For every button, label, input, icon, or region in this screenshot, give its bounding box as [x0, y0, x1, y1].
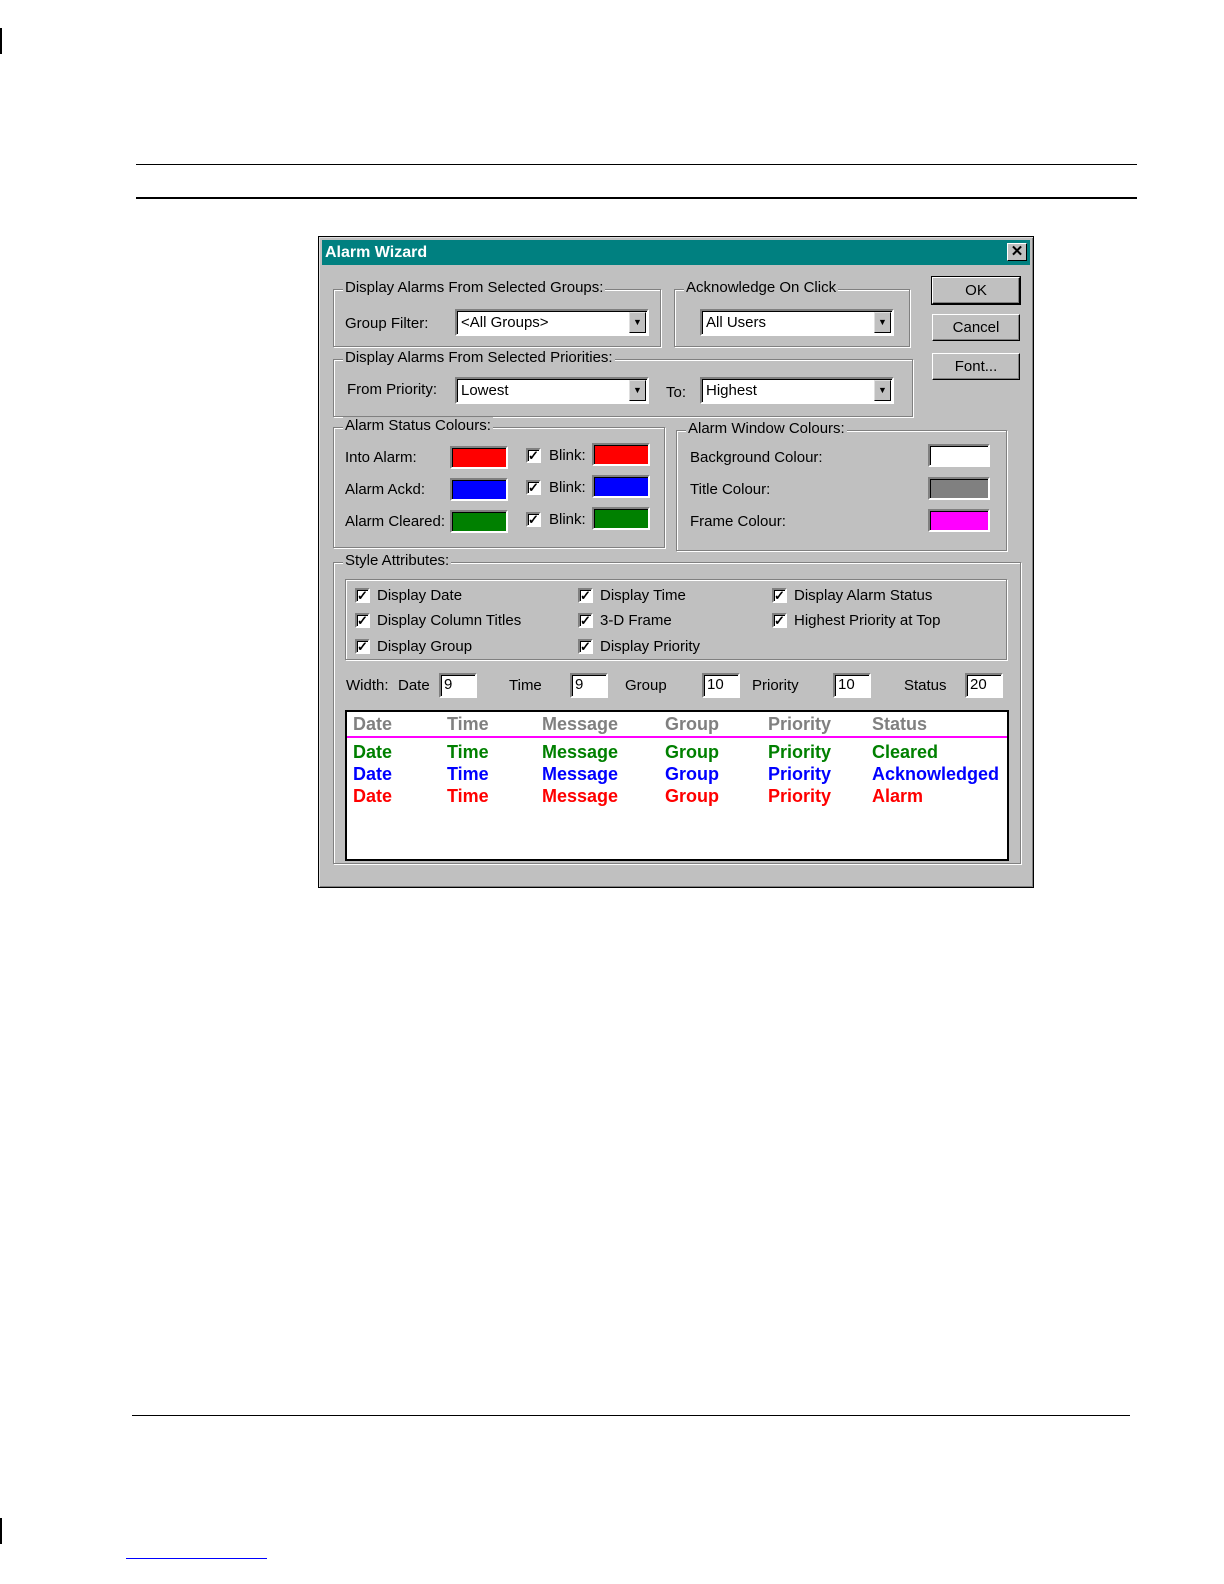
ack-on-click-value: All Users — [706, 314, 767, 331]
blink-label: Blink: — [549, 479, 586, 496]
alarm-cleared-colour-swatch[interactable] — [450, 510, 508, 533]
highest-priority-at-top-label: Highest Priority at Top — [794, 612, 941, 629]
page-edge-mark-bottom — [0, 1518, 2, 1544]
preview-header-priority: Priority — [768, 714, 832, 734]
preview-row-cleared-status: Cleared — [872, 742, 939, 762]
preview-row-ack-status: Acknowledged — [872, 764, 1000, 784]
groups-frame — [333, 279, 661, 347]
into-alarm-colour-swatch[interactable] — [450, 446, 508, 469]
blink-label: Blink: — [549, 511, 586, 528]
display-group-checkbox[interactable]: ✓ — [355, 639, 370, 654]
page-edge-mark-top — [0, 28, 2, 54]
priorities-legend: Display Alarms From Selected Priorities: — [345, 349, 613, 366]
preview-header-date: Date — [353, 714, 393, 734]
width-priority-input[interactable]: 10 — [833, 673, 871, 698]
groups-legend: Display Alarms From Selected Groups: — [345, 279, 604, 296]
title-colour-label: Title Colour: — [690, 481, 771, 498]
ack-on-click-select[interactable] — [700, 309, 894, 336]
width-status-input[interactable]: 20 — [965, 673, 1003, 698]
preview-row-ack-group: Group — [665, 764, 719, 784]
preview-header-group: Group — [665, 714, 719, 734]
alarm-ackd-blink-colour-swatch[interactable] — [592, 475, 650, 498]
alarm-ackd-label: Alarm Ackd: — [345, 481, 426, 498]
alarm-cleared-blink-checkbox[interactable]: ✓ — [526, 512, 541, 527]
width-date-label: Date — [398, 677, 430, 694]
width-priority-label: Priority — [752, 677, 799, 694]
width-label: Width: — [346, 677, 389, 694]
from-priority-label: From Priority: — [347, 381, 437, 398]
display-alarm-status-label: Display Alarm Status — [794, 587, 933, 604]
3d-frame-checkbox[interactable]: ✓ — [578, 613, 593, 628]
display-column-titles-label: Display Column Titles — [377, 612, 522, 629]
preview-header-time: Time — [447, 714, 489, 734]
dialog-title: Alarm Wizard — [325, 244, 428, 261]
preview-row-alarm-date: Date — [353, 786, 393, 806]
to-priority-value: Highest — [706, 382, 757, 399]
into-alarm-blink-checkbox[interactable]: ✓ — [526, 448, 541, 463]
group-filter-label: Group Filter: — [345, 315, 429, 332]
preview-row-cleared-priority: Priority — [768, 742, 832, 762]
display-date-checkbox[interactable]: ✓ — [355, 588, 370, 603]
chevron-down-icon[interactable]: ▼ — [629, 312, 646, 333]
chevron-down-icon[interactable]: ▼ — [874, 312, 891, 333]
into-alarm-blink-colour-swatch[interactable] — [592, 443, 650, 466]
from-priority-value: Lowest — [461, 382, 509, 399]
preview-row-ack-message: Message — [542, 764, 619, 784]
preview-title-separator — [347, 736, 1007, 738]
title-colour-swatch[interactable] — [928, 477, 990, 500]
width-date-input[interactable]: 9 — [439, 673, 477, 698]
width-group-label: Group — [625, 677, 667, 694]
preview-header-message: Message — [542, 714, 619, 734]
display-column-titles-checkbox[interactable]: ✓ — [355, 613, 370, 628]
window-colours-legend: Alarm Window Colours: — [688, 420, 845, 437]
alarm-ackd-colour-swatch[interactable] — [450, 478, 508, 501]
preview-row-cleared-message: Message — [542, 742, 619, 762]
ok-button[interactable]: OK — [932, 277, 1020, 304]
background-colour-swatch[interactable] — [928, 444, 990, 467]
alarm-preview-panel — [345, 710, 1009, 861]
from-priority-select[interactable] — [455, 377, 649, 404]
display-priority-checkbox[interactable]: ✓ — [578, 639, 593, 654]
blink-label: Blink: — [549, 447, 586, 464]
preview-row-alarm-time: Time — [447, 786, 489, 806]
cancel-button[interactable]: Cancel — [932, 314, 1020, 341]
ack-legend: Acknowledge On Click — [686, 279, 837, 296]
width-time-input[interactable]: 9 — [570, 673, 608, 698]
status-colours-frame — [333, 417, 665, 548]
alarm-cleared-label: Alarm Cleared: — [345, 513, 446, 530]
frame-colour-label: Frame Colour: — [690, 513, 786, 530]
width-time-label: Time — [509, 677, 542, 694]
preview-row-alarm-message: Message — [542, 786, 619, 806]
display-date-label: Display Date — [377, 587, 463, 604]
alarm-wizard-dialog — [318, 236, 1034, 888]
preview-header-status: Status — [872, 714, 928, 734]
group-filter-select[interactable] — [455, 309, 649, 336]
style-attributes-legend: Style Attributes: — [345, 552, 450, 569]
display-priority-label: Display Priority — [600, 638, 701, 655]
3d-frame-label: 3-D Frame — [600, 612, 672, 629]
header-rule-thin — [136, 164, 1137, 165]
chevron-down-icon[interactable]: ▼ — [629, 380, 646, 401]
display-time-checkbox[interactable]: ✓ — [578, 588, 593, 603]
font-button[interactable]: Font... — [932, 353, 1020, 380]
highest-priority-at-top-checkbox[interactable]: ✓ — [772, 613, 787, 628]
window-colours-frame — [676, 420, 1007, 551]
preview-row-alarm-status: Alarm — [872, 786, 924, 806]
alarm-ackd-blink-checkbox[interactable]: ✓ — [526, 480, 541, 495]
group-filter-value: <All Groups> — [461, 314, 549, 331]
chevron-down-icon[interactable]: ▼ — [874, 380, 891, 401]
preview-row-cleared-date: Date — [353, 742, 393, 762]
preview-row-ack-time: Time — [447, 764, 489, 784]
display-alarm-status-checkbox[interactable]: ✓ — [772, 588, 787, 603]
alarm-cleared-blink-colour-swatch[interactable] — [592, 507, 650, 530]
preview-row-cleared-time: Time — [447, 742, 489, 762]
dialog-titlebar — [322, 240, 1030, 265]
style-options-panel — [345, 579, 1007, 660]
to-priority-label: To: — [666, 384, 687, 401]
preview-row-cleared-group: Group — [665, 742, 719, 762]
into-alarm-label: Into Alarm: — [345, 449, 417, 466]
header-rule-thick — [136, 197, 1137, 199]
close-icon[interactable]: ✕ — [1007, 243, 1027, 261]
preview-row-alarm-priority: Priority — [768, 786, 832, 806]
status-colours-legend: Alarm Status Colours: — [345, 417, 491, 434]
ack-frame — [674, 279, 910, 347]
preview-row-alarm-group: Group — [665, 786, 719, 806]
width-status-label: Status — [904, 677, 947, 694]
to-priority-select[interactable] — [700, 377, 894, 404]
priorities-frame — [333, 349, 913, 417]
frame-colour-swatch[interactable] — [928, 509, 990, 532]
footer-link-underline — [126, 1558, 267, 1559]
display-time-label: Display Time — [600, 587, 686, 604]
footer-rule — [132, 1415, 1130, 1416]
display-group-label: Display Group — [377, 638, 473, 655]
background-colour-label: Background Colour: — [690, 449, 823, 466]
preview-row-ack-date: Date — [353, 764, 393, 784]
preview-row-ack-priority: Priority — [768, 764, 832, 784]
width-group-input[interactable]: 10 — [702, 673, 740, 698]
